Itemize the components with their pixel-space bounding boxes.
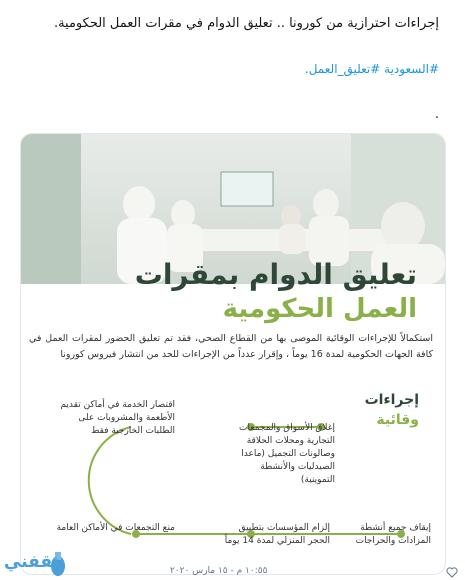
- card-paragraph: استكمالاً للإجراءات الوقائية الموصى بها من القطاع الصحي، فقد تم تعليق الحضور لمقرات العمل في كافة الجهات الحكومية لمدة 16 يوماً ، وإقرار عدداً من الإجراءات للحد من انتشار فيروس كورونا: [29, 333, 433, 360]
- site-logo-text: ثقفني: [4, 552, 59, 572]
- measure-item-4: إلزام المؤسسات بتطبيق الحجر المنزلي لمدة 14 يوماً: [224, 523, 330, 546]
- measure-item-3: إيقاف جميع أنشطة المزادات والحراجات: [355, 523, 431, 546]
- headline-line2: العمل الحكومية: [222, 294, 417, 324]
- hashtag-saudi[interactable]: #السعودية: [384, 62, 439, 76]
- tweet-media-card[interactable]: [20, 133, 446, 575]
- hashtag-line: [19, 60, 439, 78]
- hashtag-suspend-work[interactable]: #تعليق_العمل: [308, 62, 381, 76]
- section-title-line2: وقائية: [376, 412, 419, 428]
- tweet-text: إجراءات احترازية من كورونا .. تعليق الدوام في مقرات العمل الحكومية.: [53, 16, 439, 31]
- measure-item-1: إغلاق الأسواق والمجمعات التجارية ومحلات الحلاقة وصالونات التجميل (ماعدا الصيدليات والأنشطة التموينية): [239, 423, 335, 485]
- like-heart-icon[interactable]: [446, 566, 458, 578]
- headline-line1: تعليق الدوام بمقرات: [134, 258, 417, 291]
- section-title-line1: إجراءات: [364, 392, 419, 408]
- hashtag-prefix: .: [304, 62, 309, 76]
- tweet-dot-line: .: [434, 107, 439, 122]
- measure-item-2: اقتصار الخدمة في أماكن تقديم الأطعمة والمشروبات على الطلبات الخارجية فقط: [60, 400, 175, 436]
- measure-item-5: منع التجمعات في الأماكن العامة: [56, 523, 175, 533]
- tweet-timestamp[interactable]: ١٠:٥٥ م - ١٥ مارس ٢٠٢٠: [170, 566, 268, 576]
